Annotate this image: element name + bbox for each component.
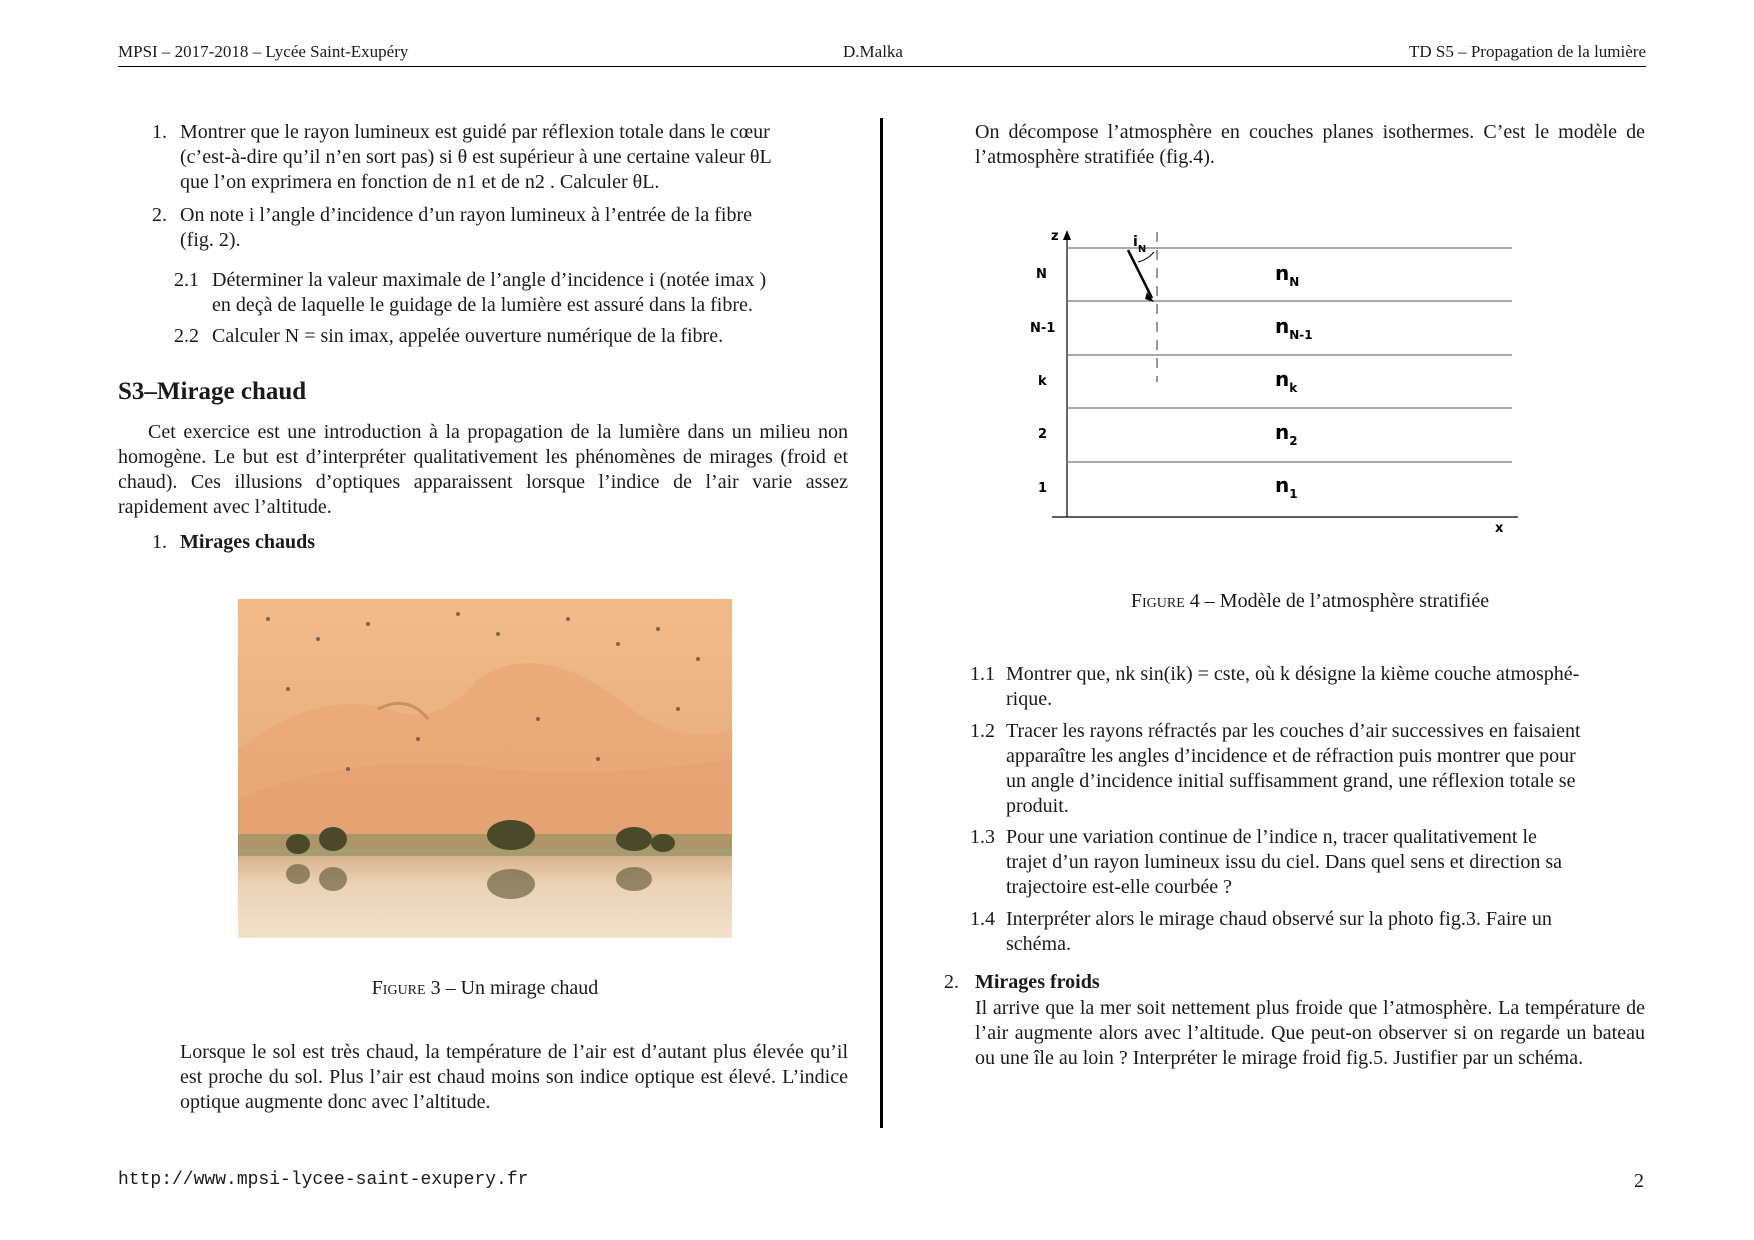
- footer-url[interactable]: http://www.mpsi-lycee-saint-exupery.fr: [118, 1170, 529, 1190]
- q13-text: [1006, 825, 1646, 900]
- q12-number: 1.2: [970, 720, 995, 742]
- header-right: TD S5 – Propagation de la lumière: [1408, 42, 1646, 61]
- q12-line2: apparaître les angles d’incidence et de réfraction puis montrer que pour: [1006, 745, 1576, 767]
- q21-text: [212, 268, 848, 318]
- fig3-caption-text: – Un mirage chaud: [445, 977, 599, 999]
- angle-label-sub: N: [1137, 244, 1147, 255]
- q14-number: 1.4: [970, 908, 995, 930]
- q21-line1: Déterminer la valeur maximale de l’angle d’incidence i (notée imax ): [212, 269, 767, 291]
- z-axis-label: z: [1051, 229, 1059, 244]
- fig3-label: Figure 3: [371, 977, 441, 999]
- q14-text: [1006, 907, 1646, 957]
- layer-index-label: $n_N$: [1275, 261, 1300, 289]
- q2-line2: (fig. 2).: [180, 229, 241, 251]
- sub2-text: Il arrive que la mer soit nettement plus froide que l’atmosphère. La température de l’air augmente alors avec l’altitude. Que peut-on observer si on regarde un bateau ou une île au loin ? Interpréter le mirage froid fig.5. Justifier par un schéma.: [975, 997, 1645, 1069]
- x-axis-label: x: [1495, 521, 1504, 536]
- q12-line3: un angle d’incidence initial suffisamment grand, une réflexion totale se: [1006, 770, 1576, 792]
- layer-index-label: $n_k$: [1275, 367, 1298, 395]
- sub2-number: 2.: [944, 971, 959, 993]
- column-separator: [880, 118, 883, 1128]
- section-intro: Cet exercice est une introduction à la propagation de la lumière dans un milieu non homogène. Le but est d’interpréter qualitativement les phénomènes de mirages (froid et chaud). Ces illusions d’optiques apparaissent lorsque l’indice de l’air varie assez rapidement avec l’altitude.: [118, 421, 848, 518]
- after-figure-text: Lorsque le sol est très chaud, la température de l’air est d’autant plus élevée qu’il est proche du sol. Plus l’air est chaud moins son indice optique est élevé. L’indice optique augmente donc avec l’altitude.: [180, 1041, 848, 1113]
- section-heading: [118, 378, 306, 406]
- q1-line3: que l’on exprimera en fonction de n1 et de n2 . Calculer θL.: [180, 171, 660, 193]
- q13-line3: trajectoire est-elle courbée ?: [1006, 876, 1232, 898]
- layer-side-label: 1: [1038, 481, 1048, 496]
- fig3-caption: [238, 977, 732, 1000]
- layer-side-label: 2: [1038, 427, 1048, 442]
- layer-side-label: N: [1036, 267, 1047, 282]
- header-center: D.Malka: [843, 42, 903, 61]
- z-axis-arrow: [1063, 230, 1071, 240]
- q13-line2: trajet d’un rayon lumineux issu du ciel. Dans quel sens et direction sa: [1006, 851, 1562, 873]
- header-left: MPSI – 2017-2018 – Lycée Saint-Exupéry: [118, 42, 409, 61]
- q12-line1: Tracer les rayons réfractés par les couches d’air successives en faisaient: [1006, 720, 1581, 742]
- q1-line2: (c’est-à-dire qu’il n’en sort pas) si θ est supérieur à une certaine valeur θL: [180, 146, 772, 168]
- fig4-caption-text: – Modèle de l’atmosphère stratifiée: [1204, 590, 1490, 612]
- layer-side-label: N-1: [1030, 321, 1056, 336]
- q11-text: [1006, 662, 1646, 712]
- angle-label: [1133, 234, 1146, 255]
- q11-line1: Montrer que, nk sin(ik) = cste, où k désigne la kième couche atmosphé-: [1006, 663, 1580, 685]
- mirage-photo: [238, 599, 732, 938]
- sub2-title: Mirages froids: [975, 971, 1100, 993]
- layer-index-label: $n_2$: [1275, 420, 1298, 448]
- page-number: 2: [1634, 1170, 1644, 1192]
- stratified-atmosphere-diagram: [1030, 222, 1530, 542]
- q21-number: 2.1: [174, 269, 199, 291]
- fig4-caption: [975, 590, 1645, 613]
- q2-line1: On note i l’angle d’incidence d’un rayon lumineux à l’entrée de la fibre: [180, 204, 752, 226]
- q14-line2: schéma.: [1006, 933, 1071, 955]
- section-number: S3: [118, 378, 145, 405]
- mirage-photo-drawing: [238, 599, 732, 938]
- q1-text: [180, 120, 848, 195]
- q13-number: 1.3: [970, 826, 995, 848]
- q2-text: [180, 203, 848, 253]
- q11-number: 1.1: [970, 663, 995, 685]
- layer-index-label: $n_{N-1}$: [1275, 314, 1313, 342]
- section-title: Mirage chaud: [156, 378, 307, 405]
- q12-line4: produit.: [1006, 795, 1069, 817]
- q21-line2: en deçà de laquelle le guidage de la lumière est assuré dans la fibre.: [212, 294, 753, 316]
- q1-line1: Montrer que le rayon lumineux est guidé par réflexion totale dans le cœur: [180, 121, 770, 143]
- q2-number: 2.: [152, 204, 167, 226]
- q13-line1: Pour une variation continue de l’indice n, tracer qualitativement le: [1006, 826, 1537, 848]
- angle-label-i: i: [1133, 234, 1138, 250]
- section-dash: –: [144, 378, 157, 405]
- sub1-title: Mirages chauds: [180, 531, 315, 553]
- q12-text: [1006, 719, 1646, 819]
- q22-number: 2.2: [174, 325, 199, 347]
- sub1-number: 1.: [152, 531, 167, 553]
- q1-number: 1.: [152, 121, 167, 143]
- q14-line1: Interpréter alors le mirage chaud observé sur la photo fig.3. Faire un: [1006, 908, 1552, 930]
- q22-line1: Calculer N = sin imax, appelée ouverture numérique de la fibre.: [212, 325, 724, 347]
- header-rule: [118, 66, 1646, 67]
- fig4-label: Figure 4: [1130, 590, 1200, 612]
- layer-side-label: k: [1038, 374, 1047, 389]
- layer-index-label: $n_1$: [1275, 473, 1298, 501]
- right-intro: On décompose l’atmosphère en couches planes isothermes. C’est le modèle de l’atmosphère stratifiée (fig.4).: [975, 121, 1645, 168]
- q11-line2: rique.: [1006, 688, 1053, 710]
